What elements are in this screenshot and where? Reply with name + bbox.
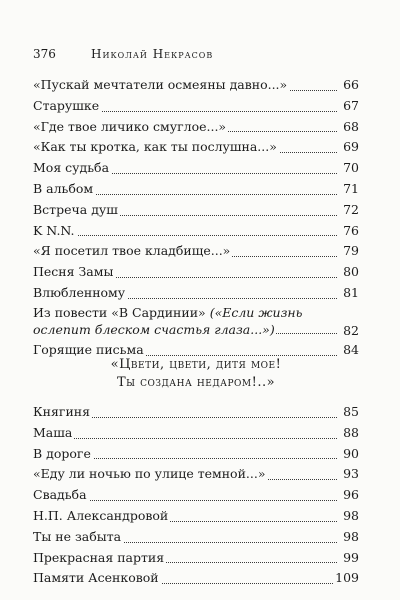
toc-entry-title: Свадьба bbox=[33, 487, 87, 503]
toc-entry-page: 98 bbox=[341, 527, 359, 548]
toc-entry-page: 76 bbox=[341, 221, 359, 242]
toc-entry-title: Н.П. Александровой bbox=[33, 507, 169, 523]
section-heading bbox=[33, 356, 359, 392]
toc-entry-title: «Как ты кроткa, как ты послушна...» bbox=[33, 139, 277, 155]
toc-entry-page: 88 bbox=[341, 423, 359, 444]
toc-entry-title: «Где твое личико смуглое...» bbox=[33, 118, 227, 134]
toc-entry bbox=[33, 568, 359, 589]
toc-entry-title: Старушке bbox=[33, 97, 100, 113]
toc-entry-page: 90 bbox=[341, 444, 359, 465]
toc-entry bbox=[33, 137, 359, 158]
toc-entry-title: Влюбленному bbox=[33, 284, 126, 300]
toc-entry-title: Встреча душ bbox=[33, 201, 118, 217]
toc-entry bbox=[33, 158, 359, 179]
toc-entry bbox=[33, 262, 359, 283]
toc-entry-title: В дороге bbox=[33, 445, 91, 461]
toc-entry bbox=[33, 179, 359, 200]
section-heading-line2: Ты создана недаром!..» bbox=[116, 375, 276, 390]
toc-entry bbox=[33, 444, 359, 465]
toc-entry bbox=[33, 96, 359, 117]
toc-entry-title: «Пускай мечтатели осмеяны давно...» bbox=[33, 77, 288, 92]
toc-entry bbox=[33, 402, 359, 423]
toc-entry-title: Горящие письма bbox=[33, 341, 144, 357]
toc-entry-page: 69 bbox=[341, 137, 359, 158]
toc-entry-page: 68 bbox=[341, 117, 359, 138]
running-title: Николай Некрасов bbox=[91, 47, 214, 61]
toc-entry-title: Княгиня bbox=[33, 404, 90, 419]
toc-entry bbox=[33, 464, 359, 485]
toc-entry-title: Моя судьба bbox=[33, 160, 110, 176]
toc-entry-page: 70 bbox=[341, 158, 359, 179]
toc-entry bbox=[33, 241, 359, 262]
toc-entry-page: 79 bbox=[341, 241, 359, 262]
toc-entry-title: «Я посетил твое кладбище...» bbox=[33, 243, 231, 259]
toc-entry-page: 67 bbox=[341, 96, 359, 117]
toc-entry-page: 66 bbox=[341, 75, 359, 96]
toc-entry bbox=[33, 506, 359, 527]
toc-entry-page: 93 bbox=[341, 464, 359, 485]
toc-entry-page: 84 bbox=[341, 340, 359, 361]
toc-entry bbox=[33, 200, 359, 221]
toc-entry bbox=[33, 548, 359, 569]
toc-entry-title: В альбом bbox=[33, 180, 94, 196]
toc-entry-multiline bbox=[33, 304, 359, 340]
toc-entry-page: 81 bbox=[341, 283, 359, 304]
page-number: 376 bbox=[33, 47, 56, 61]
toc-entry bbox=[33, 117, 359, 138]
toc-entry-page: 85 bbox=[341, 402, 359, 423]
toc-entry-page: 80 bbox=[341, 262, 359, 283]
toc-entry bbox=[33, 75, 359, 96]
dot-leader bbox=[33, 235, 337, 236]
toc-entry bbox=[33, 283, 359, 304]
toc-entry bbox=[33, 423, 359, 444]
toc-entry-title: Ты не забыта bbox=[33, 528, 122, 544]
toc-entry-page: 98 bbox=[341, 506, 359, 527]
toc-entry-title: Маша bbox=[33, 424, 73, 440]
toc-entry-subtitle: («Если жизнь ослепит блеском счастья глаза...») bbox=[33, 304, 303, 337]
toc-entry bbox=[33, 221, 359, 242]
toc-entry-page: 99 bbox=[341, 548, 359, 569]
toc-entry-title: Песня Замы bbox=[33, 264, 114, 280]
toc-entry-page: 82 bbox=[343, 322, 359, 338]
toc-entry-title: Из повести «В Сардинии» bbox=[33, 304, 210, 320]
dot-leader bbox=[33, 438, 337, 439]
section-heading-line1: «Цвети, цвети, дитя мое! bbox=[110, 357, 282, 372]
toc-entry-title: «Еду ли ночью по улице темной...» bbox=[33, 466, 266, 482]
toc-entry bbox=[33, 485, 359, 506]
toc-entry-title: K N.N. bbox=[33, 222, 75, 238]
toc-entry-page: 109 bbox=[333, 568, 359, 589]
toc-list-part1 bbox=[33, 75, 359, 361]
toc-list-part2 bbox=[33, 402, 359, 589]
page-header bbox=[33, 47, 367, 65]
toc-entry-title: Памяти Асенковой bbox=[33, 570, 159, 586]
toc-entry bbox=[33, 527, 359, 548]
toc-entry-page: 96 bbox=[341, 485, 359, 506]
toc-entry-title: Прекрасная партия bbox=[33, 549, 165, 565]
toc-entry-page: 71 bbox=[341, 179, 359, 200]
toc-entry-page: 72 bbox=[341, 200, 359, 221]
